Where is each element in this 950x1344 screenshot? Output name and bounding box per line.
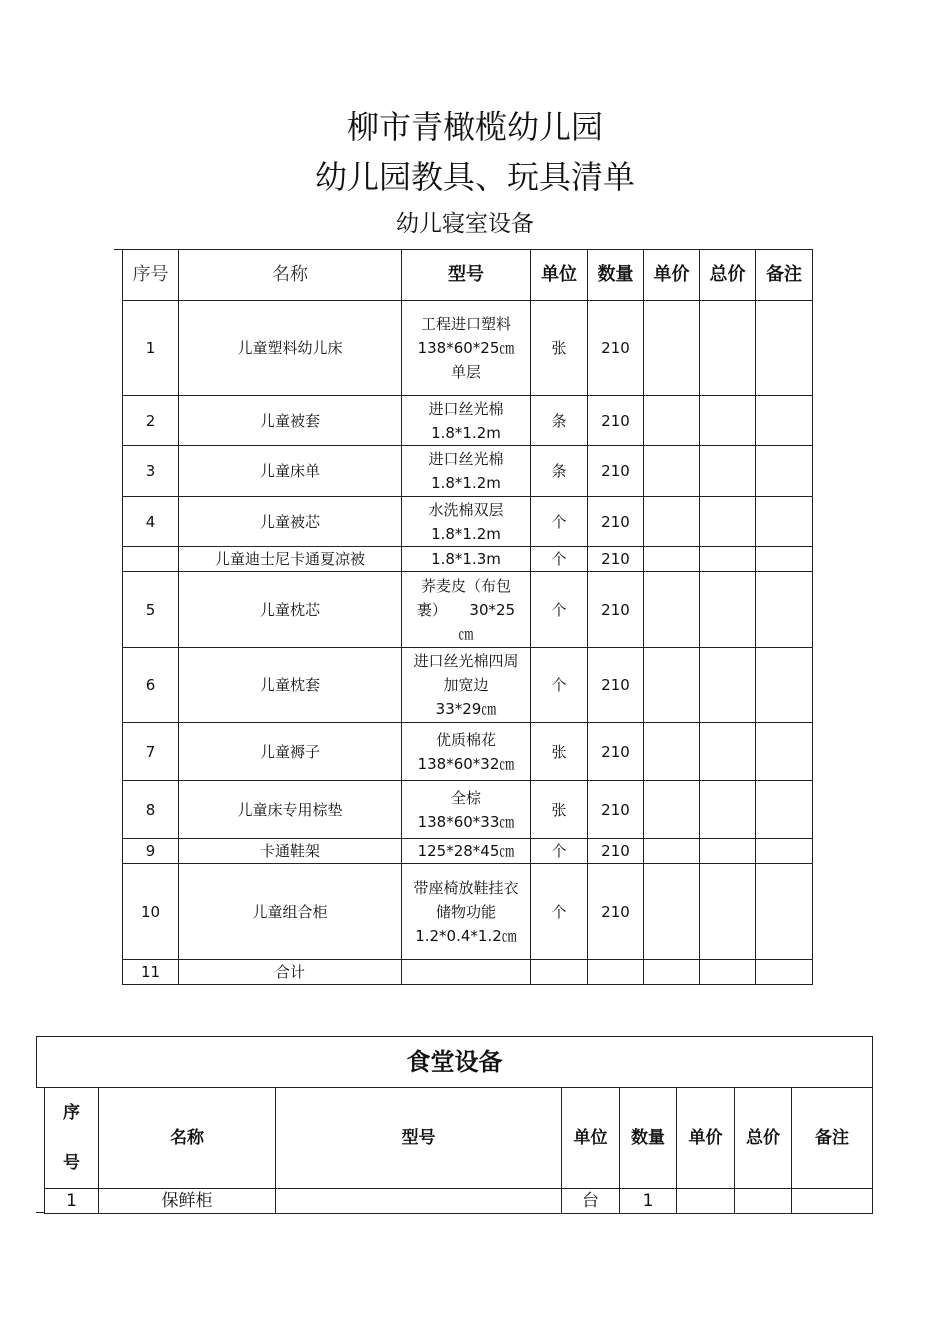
row-price: [644, 446, 700, 497]
row-seq: [123, 547, 179, 572]
row-seq: 1: [45, 1189, 99, 1214]
row-qty: 210: [588, 648, 644, 723]
header-seq: 序号: [123, 250, 179, 301]
row-unit: 个: [531, 497, 588, 547]
row-model: [402, 572, 531, 648]
table-row: [123, 572, 813, 648]
row-total: [700, 723, 756, 781]
row-seq: 3: [123, 446, 179, 497]
row-model: [402, 396, 531, 446]
model-line: 1.8*1.2m: [431, 524, 501, 543]
header-remark: 备注: [756, 250, 813, 301]
table-row: [123, 396, 813, 446]
row-seq: 7: [123, 723, 179, 781]
row-qty: 210: [588, 396, 644, 446]
header-unit: 单位: [562, 1088, 620, 1189]
table-row: [123, 839, 813, 864]
row-remark: [756, 301, 813, 396]
header-price: 单价: [677, 1088, 735, 1189]
table-row: [123, 547, 813, 572]
section1-title: 幼儿寝室设备: [396, 211, 534, 237]
dormitory-equipment-table: [122, 249, 813, 985]
row-name: 儿童枕芯: [179, 572, 402, 648]
row-remark: [756, 960, 813, 985]
row-total: [700, 547, 756, 572]
table-bottom-mark: [36, 1212, 45, 1213]
row-remark: [756, 547, 813, 572]
model-line: 加宽边: [443, 676, 489, 694]
row-model: [402, 648, 531, 723]
header-total: 总价: [700, 250, 756, 301]
row-qty: 210: [588, 781, 644, 839]
row-model: [402, 864, 531, 960]
row-seq: 1: [123, 301, 179, 396]
row-qty: 210: [588, 547, 644, 572]
row-seq: 8: [123, 781, 179, 839]
document-title: 幼儿园教具、玩具清单: [314, 158, 635, 196]
model-line: 水洗棉双层: [428, 500, 504, 519]
row-price: [644, 396, 700, 446]
model-line: 1.8*1.3m: [431, 550, 501, 568]
row-model: [402, 446, 531, 497]
row-unit: 个: [531, 547, 588, 572]
row-qty: 1: [620, 1189, 677, 1214]
table-row: [45, 1189, 873, 1214]
row-seq: 4: [123, 497, 179, 547]
row-remark: [756, 723, 813, 781]
row-remark: [756, 781, 813, 839]
model-line: 工程进口塑料: [420, 315, 511, 333]
row-model: [402, 723, 531, 781]
row-total: [700, 960, 756, 985]
row-qty: [588, 960, 644, 985]
row-name: 儿童塑料幼儿床: [179, 301, 402, 396]
row-total: [700, 396, 756, 446]
row-price: [644, 301, 700, 396]
row-price: [644, 839, 700, 864]
row-seq: 5: [123, 572, 179, 648]
canteen-equipment-table: [44, 1087, 873, 1214]
header-qty: 数量: [620, 1088, 677, 1189]
header-price: 单价: [644, 250, 700, 301]
model-line: 33*29㎝: [435, 700, 497, 718]
row-remark: [756, 839, 813, 864]
row-remark: [756, 864, 813, 960]
row-price: [644, 723, 700, 781]
model-line: 带座椅放鞋挂衣: [413, 878, 519, 897]
table-header-row: [45, 1088, 873, 1189]
table-row: [123, 301, 813, 396]
row-name: 儿童褥子: [179, 723, 402, 781]
row-model: [402, 960, 531, 985]
row-model: [402, 781, 531, 839]
model-line: 裹） 30*25: [416, 600, 516, 619]
row-unit: 个: [531, 864, 588, 960]
row-unit: 台: [562, 1189, 620, 1214]
row-name: 儿童枕套: [179, 648, 402, 723]
model-line: 125*28*45㎝: [417, 842, 515, 860]
model-line: 全棕: [450, 788, 481, 807]
row-total: [700, 864, 756, 960]
table-row: [123, 723, 813, 781]
row-price: [644, 781, 700, 839]
row-remark: [756, 497, 813, 547]
header-name: 名称: [99, 1088, 276, 1189]
row-seq: 9: [123, 839, 179, 864]
row-total: [700, 572, 756, 648]
row-name: 儿童床专用棕垫: [179, 781, 402, 839]
header-model: 型号: [276, 1088, 562, 1189]
model-line: 1.8*1.2m: [431, 423, 501, 442]
row-unit: 个: [531, 572, 588, 648]
model-line: 优质棉花: [435, 730, 496, 749]
row-price: [644, 648, 700, 723]
model-line: 进口丝光棉四周: [413, 652, 519, 670]
model-line: 进口丝光棉: [428, 450, 504, 468]
table-row: [123, 446, 813, 497]
model-line: 138*60*25㎝: [417, 339, 515, 357]
row-model: [402, 497, 531, 547]
row-total: [700, 648, 756, 723]
row-name: 合计: [179, 960, 402, 985]
row-name: 儿童床单: [179, 446, 402, 497]
header-seq-char: 序: [63, 1103, 80, 1123]
row-unit: 条: [531, 446, 588, 497]
table-row: [123, 781, 813, 839]
row-qty: 210: [588, 301, 644, 396]
header-model: 型号: [402, 250, 531, 301]
model-line: 荞麦皮（布包: [420, 576, 511, 595]
row-total: [700, 839, 756, 864]
row-qty: 210: [588, 723, 644, 781]
table-row: [123, 497, 813, 547]
row-name: 儿童迪士尼卡通夏凉被: [179, 547, 402, 572]
row-name: 儿童被芯: [179, 497, 402, 547]
table-row: [123, 648, 813, 723]
row-model: [402, 301, 531, 396]
model-line: 储物功能: [435, 902, 496, 921]
row-qty: 210: [588, 839, 644, 864]
header-seq-char: 号: [63, 1153, 80, 1173]
row-unit: 张: [531, 301, 588, 396]
row-remark: [756, 446, 813, 497]
row-unit: 个: [531, 839, 588, 864]
row-qty: 210: [588, 497, 644, 547]
row-name: 儿童组合柜: [179, 864, 402, 960]
row-name: 保鲜柜: [99, 1189, 276, 1214]
row-total: [700, 781, 756, 839]
header-qty: 数量: [588, 250, 644, 301]
row-name: 卡通鞋架: [179, 839, 402, 864]
row-total: [700, 446, 756, 497]
row-unit: [531, 960, 588, 985]
row-remark: [792, 1189, 873, 1214]
row-qty: 210: [588, 446, 644, 497]
model-line: 1.8*1.2m: [431, 474, 501, 492]
row-unit: 张: [531, 781, 588, 839]
table-row: [123, 864, 813, 960]
row-seq: 6: [123, 648, 179, 723]
row-unit: 条: [531, 396, 588, 446]
school-name: 柳市青橄榄幼儿园: [346, 108, 603, 146]
row-price: [677, 1189, 735, 1214]
header-total: 总价: [735, 1088, 792, 1189]
row-qty: 210: [588, 572, 644, 648]
table-row: [123, 960, 813, 985]
model-line: 进口丝光棉: [428, 399, 504, 418]
model-line: 1.2*0.4*1.2㎝: [415, 926, 517, 945]
header-unit: 单位: [531, 250, 588, 301]
row-seq: 2: [123, 396, 179, 446]
row-seq: 10: [123, 864, 179, 960]
row-price: [644, 960, 700, 985]
row-price: [644, 572, 700, 648]
header-seq: [45, 1088, 99, 1189]
row-model: [276, 1189, 562, 1214]
row-total: [700, 301, 756, 396]
row-price: [644, 864, 700, 960]
row-name: 儿童被套: [179, 396, 402, 446]
row-total: [735, 1189, 792, 1214]
model-line: 138*60*32㎝: [417, 754, 515, 773]
row-model: [402, 547, 531, 572]
row-remark: [756, 572, 813, 648]
model-line: ㎝: [458, 624, 474, 643]
section2-title: 食堂设备: [36, 1036, 873, 1088]
model-line: 单层: [450, 363, 481, 381]
row-remark: [756, 648, 813, 723]
row-seq: 11: [123, 960, 179, 985]
model-line: 138*60*33㎝: [417, 812, 515, 831]
row-qty: 210: [588, 864, 644, 960]
table-header-row: [123, 250, 813, 301]
row-unit: 张: [531, 723, 588, 781]
row-price: [644, 547, 700, 572]
row-remark: [756, 396, 813, 446]
header-name: 名称: [179, 250, 402, 301]
row-total: [700, 497, 756, 547]
header-remark: 备注: [792, 1088, 873, 1189]
row-model: [402, 839, 531, 864]
row-price: [644, 497, 700, 547]
row-unit: 个: [531, 648, 588, 723]
